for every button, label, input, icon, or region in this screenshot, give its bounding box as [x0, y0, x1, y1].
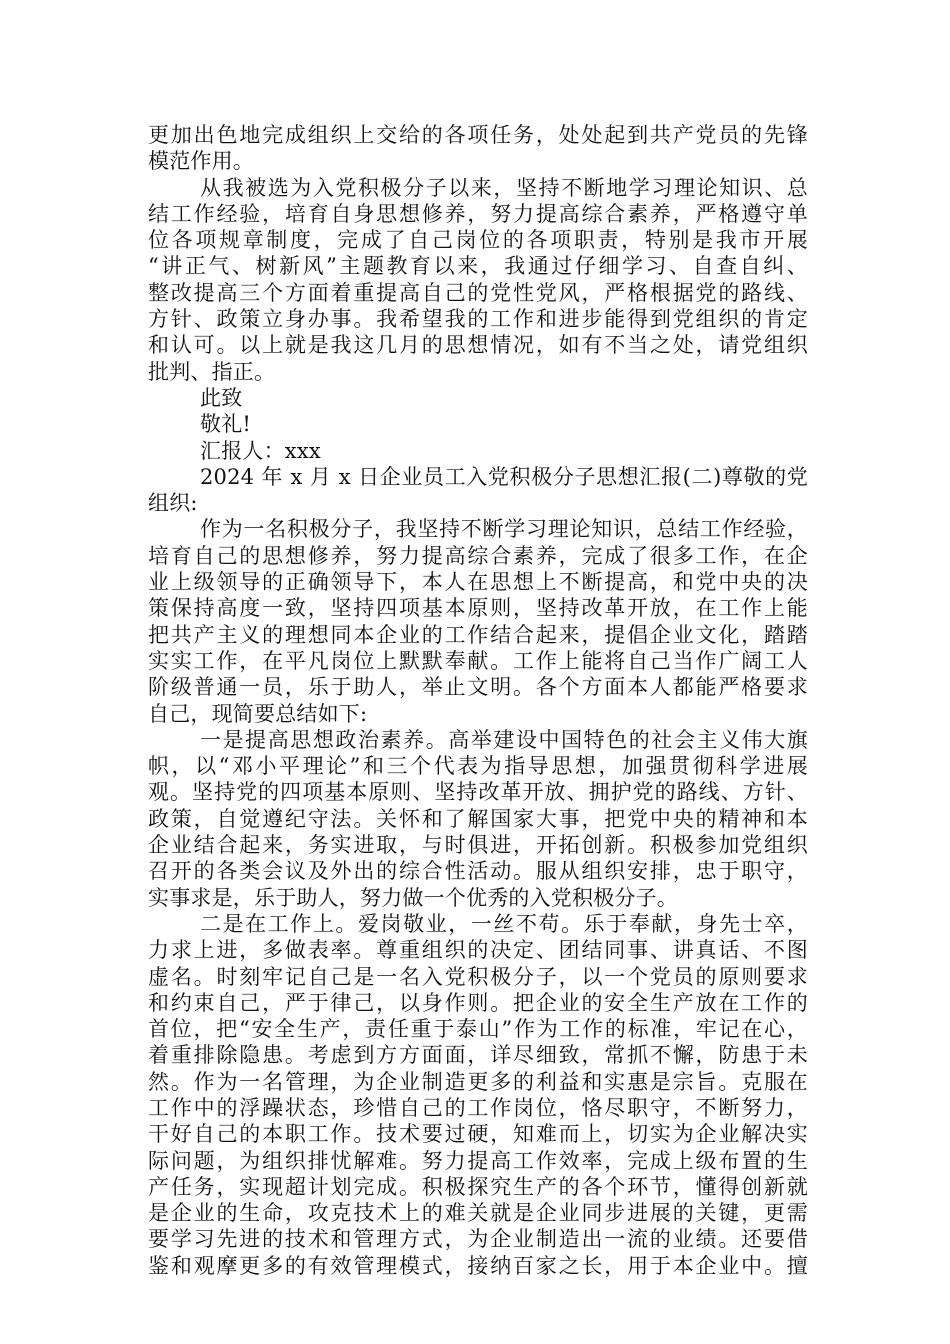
text-line: 政策，自觉遵纪守法。关怀和了解国家大事，把党中央的精神和本	[148, 806, 808, 831]
text-line: 着重排除隐患。考虑到方方面面，详尽细致，常抓不懈，防患于未	[148, 1043, 808, 1068]
text-line: 实实工作，在平凡岗位上默默奉献。工作上能将自己当作广阔工人	[148, 648, 808, 673]
reporter-line: 汇报人：xxx	[200, 438, 321, 463]
salutation-line: 敬礼!	[200, 412, 252, 437]
text-line: 2024 年 x 月 x 日企业员工入党积极分子思想汇报(二)尊敬的党	[200, 464, 808, 489]
text-line: 干好自己的本职工作。技术要过硬，知难而上，切实为企业解决实	[148, 1122, 808, 1147]
text-line: 阶级普通一员，乐于助人，举止文明。各个方面本人都能严格要求	[148, 675, 808, 700]
text-line: 是企业的生命，攻克技术上的难关就是企业同步进展的关键，更需	[148, 1201, 808, 1226]
text-line: 更加出色地完成组织上交给的各项任务，处处起到共产党员的先锋	[148, 123, 808, 147]
text-line: 要学习先进的技术和管理方式，为企业制造出一流的业绩。还要借	[148, 1227, 808, 1252]
text-line: 模范作用。	[148, 149, 254, 174]
text-line: 企业结合起来，务实进取，与时俱进，开拓创新。积极参加党组织	[148, 833, 808, 858]
text-line: 批判、指正。	[148, 359, 276, 384]
text-line: 二是在工作上。爱岗敬业，一丝不苟。乐于奉献，身先士卒，	[200, 911, 808, 936]
document-body	[148, 122, 808, 1279]
text-line: 组织:	[148, 491, 198, 516]
text-line: 整改提高三个方面着重提高自己的党性党风，严格根据党的路线、	[148, 280, 808, 305]
text-line: 然。作为一名管理，为企业制造更多的利益和实惠是宗旨。克服在	[148, 1069, 808, 1094]
text-line: 和认可。以上就是我这几月的思想情况，如有不当之处，请党组织	[148, 333, 808, 358]
text-line: 帜，以“邓小平理论”和三个代表为指导思想，加强贯彻科学进展	[148, 754, 808, 779]
text-line: 虚名。时刻牢记自己是一名入党积极分子，以一个党员的原则要求	[148, 964, 808, 989]
text-line: 产任务，实现超计划完成。积极探究生产的各个环节，懂得创新就	[148, 1174, 808, 1199]
text-line: 结工作经验，培育自身思想修养，努力提高综合素养，严格遵守单	[148, 201, 808, 226]
text-line: 方针、政策立身办事。我希望我的工作和进步能得到党组织的肯定	[148, 307, 808, 332]
text-line: 实事求是，乐于助人，努力做一个优秀的入党积极分子。	[148, 885, 678, 910]
text-line: 从我被选为入党积极分子以来，坚持不断地学习理论知识、总	[200, 175, 808, 200]
text-line: 力求上进，多做表率。尊重组织的决定、团结同事、讲真话、不图	[148, 938, 808, 963]
closing-line: 此致	[200, 385, 243, 410]
text-line: 位各项规章制度，完成了自己岗位的各项职责，特别是我市开展	[148, 228, 808, 253]
text-line: “讲正气、树新风”主题教育以来，我通过仔细学习、自查自纠、	[148, 254, 808, 279]
text-line: 业上级领导的正确领导下，本人在思想上不断提高，和党中央的决	[148, 570, 808, 595]
text-line: 自己，现简要总结如下:	[148, 701, 368, 726]
text-line: 培育自己的思想修养，努力提高综合素养，完成了很多工作，在企	[148, 543, 808, 568]
text-line: 际问题，为组织排忧解难。努力提高工作效率，完成上级布置的生	[148, 1148, 808, 1173]
text-line: 策保持高度一致，坚持四项基本原则，坚持改革开放，在工作上能	[148, 596, 808, 621]
text-line: 工作中的浮躁状态，珍惜自己的工作岗位，恪尽职守，不断努力，	[148, 1095, 808, 1120]
text-line: 观。坚持党的四项基本原则、坚持改革开放、拥护党的路线、方针、	[148, 780, 808, 805]
text-line: 首位，把“安全生产，责任重于泰山”作为工作的标准，牢记在心，	[148, 1017, 808, 1042]
text-line: 把共产主义的理想同本企业的工作结合起来，提倡企业文化，踏踏	[148, 622, 808, 647]
text-line: 和约束自己，严于律己，以身作则。把企业的安全生产放在工作的	[148, 990, 808, 1015]
text-line: 鉴和观摩更多的有效管理模式，接纳百家之长，用于本企业中。擅	[148, 1253, 808, 1278]
text-line: 一是提高思想政治素养。高举建设中国特色的社会主义伟大旗	[200, 727, 808, 752]
text-line: 作为一名积极分子，我坚持不断学习理论知识，总结工作经验，	[200, 517, 808, 542]
text-line: 召开的各类会议及外出的综合性活动。服从组织安排，忠于职守，	[148, 859, 808, 884]
